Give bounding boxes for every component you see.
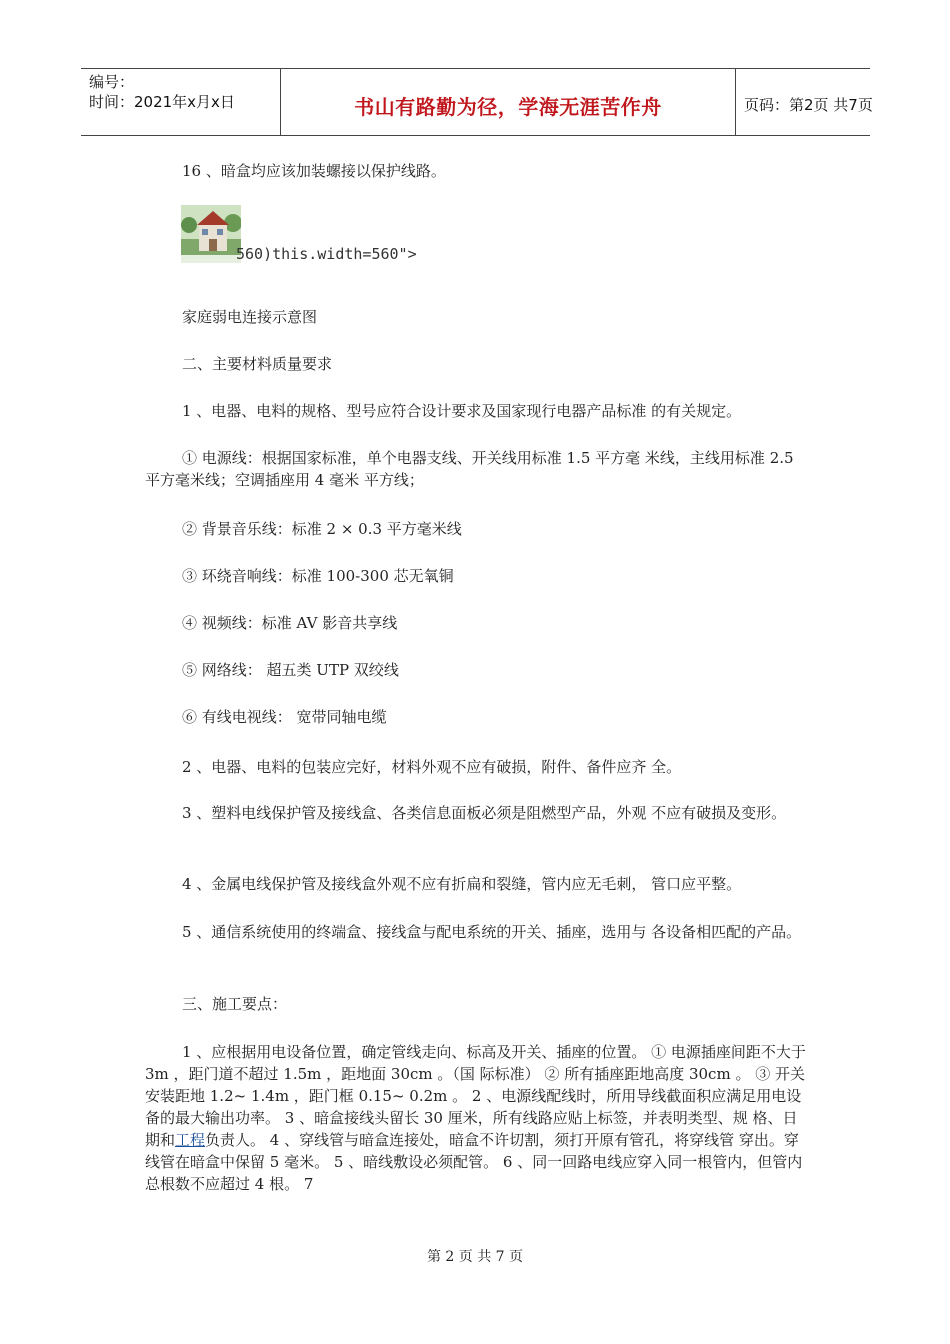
project-link[interactable]: 工程 — [175, 1131, 206, 1149]
requirement-1a: ① 电源线：根据国家标准，单个电器支线、开关线用标准 1.5 平方毫 米线，主线用标准 2.5 平方毫米线；空调插座用 4 毫米 平方线； — [145, 449, 794, 489]
requirement-1f: ⑥ 有线电视线： 宽带同轴电缆 — [182, 708, 387, 726]
paragraph-16: 16 、暗盒均应该加装螺接以保护线路。 — [182, 162, 446, 180]
requirement-1d: ④ 视频线：标准 AV 影音共享线 — [182, 614, 398, 632]
header-right-cell — [736, 69, 873, 135]
house-thumbnail-icon — [181, 205, 241, 263]
requirement-2: 2 、电器、电料的包装应完好，材料外观不应有破损，附件、备件应齐 全。 — [182, 758, 682, 776]
section-heading-3: 三、施工要点： — [182, 995, 288, 1013]
construction-text-part2: 负责人。 4 、穿线管与暗盒连接处，暗盒不许切割，须打开原有管孔，将穿线管 穿出。穿线管在暗盒中保留 5 毫米。 5 、暗线敷设必须配管。 6 、同一回路电线应穿入同一根管内，但管内总根数不应超过 4 根。 7 — [145, 1131, 803, 1193]
image-caption: 家庭弱电连接示意图 — [182, 308, 318, 326]
requirement-1b: ② 背景音乐线：标准 2 × 0.3 平方毫米线 — [182, 520, 462, 538]
header-table — [81, 68, 873, 136]
requirement-1c: ③ 环绕音响线：标准 100-300 芯无氧铜 — [182, 567, 454, 585]
header-left-cell — [81, 69, 281, 135]
page-footer: 第 2 页 共 7 页 — [426, 1249, 524, 1265]
document-time-label: 时间：2021年x月x日 — [89, 93, 235, 111]
section-heading-2: 二、主要材料质量要求 — [182, 355, 333, 373]
requirement-5: 5 、通信系统使用的终端盒、接线盒与配电系统的开关、插座，选用与 各设备相匹配的产品。 — [182, 923, 802, 941]
header-page-label: 页码：第2页 共7页 — [744, 96, 873, 114]
house-diagram-thumbnail — [181, 205, 241, 263]
requirement-3: 3 、塑料电线保护管及接线盒、各类信息面板必须是阻燃型产品，外观 不应有破损及变形。 — [182, 804, 787, 822]
header-motto: 书山有路勤为径，学海无涯苦作舟 — [354, 95, 662, 119]
document-number-label: 编号： — [89, 73, 135, 91]
requirement-4: 4 、金属电线保护管及接线盒外观不应有折扁和裂缝，管内应无毛刺， 管口应平整。 — [182, 875, 742, 893]
requirement-1e: ⑤ 网络线： 超五类 UTP 双绞线 — [182, 661, 399, 679]
construction-points-paragraph — [145, 1041, 810, 1195]
image-alt-code-text: 560)this.width=560"> — [236, 245, 417, 263]
header-center-cell — [281, 69, 736, 135]
requirement-1: 1 、电器、电料的规格、型号应符合设计要求及国家现行电器产品标准 的有关规定。 — [182, 402, 742, 420]
construction-text-part1: 1 、应根据用电设备位置，确定管线走向、标高及开关、插座的位置。 ① 电源插座间距不大于 3m ，距门道不超过 1.5m ，距地面 30cm 。（国 际标准） ② 所有插座距地高度 30cm 。 ③ 开关安装距地 1.2~ 1.4m ，距门框 0.15~ 0.2m 。 2 、电源线配线时，所用导线截面积应满足用电设备的最大输出功率。 3 、暗盒接线头留长 30 厘米，所有线路应贴上标签，并表明类型、规 格、日期和 — [145, 1043, 806, 1149]
